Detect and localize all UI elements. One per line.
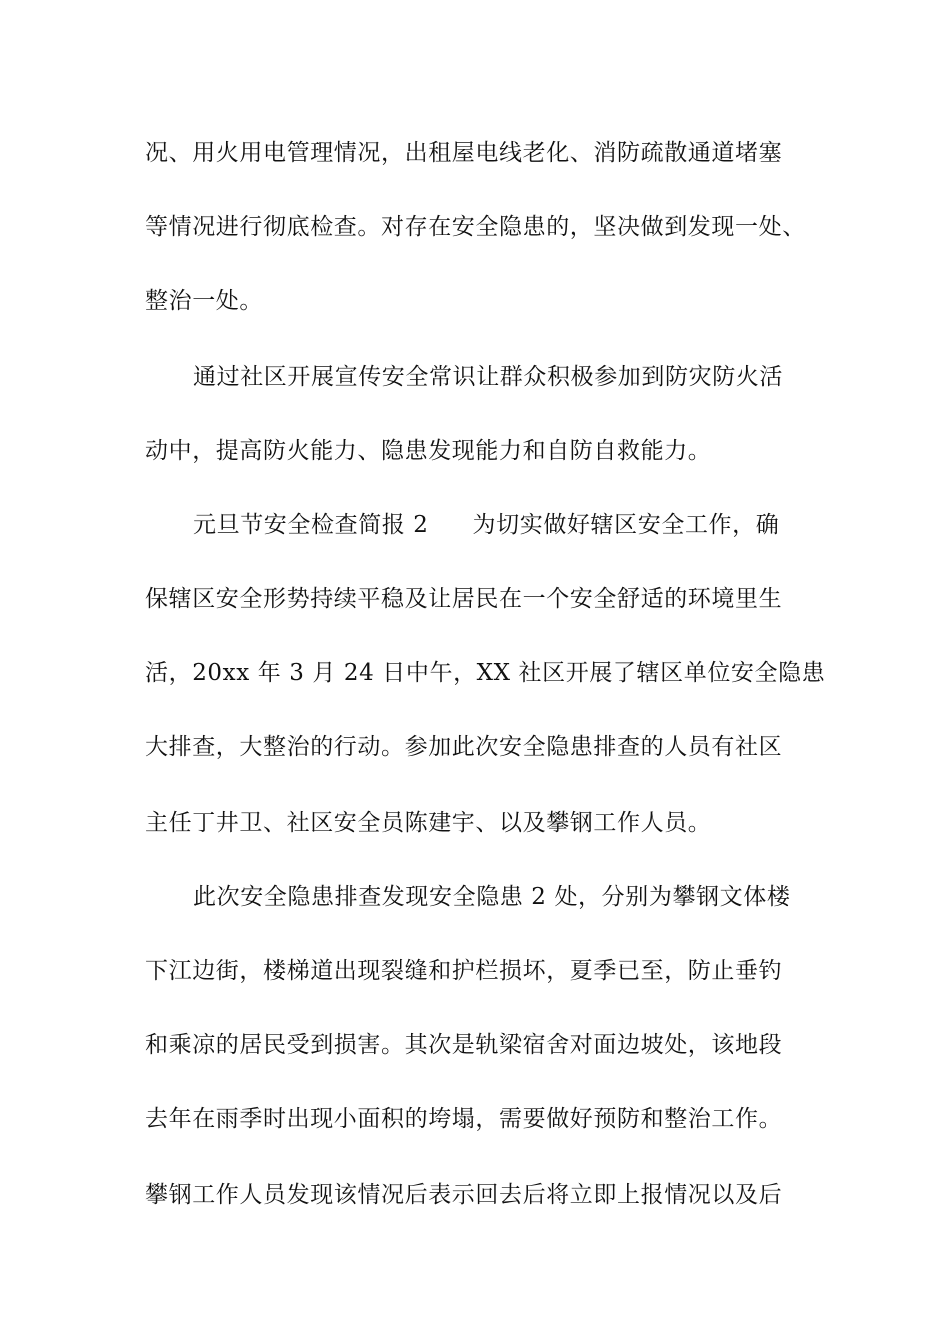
text-line: 整治一处。 (145, 288, 263, 314)
paragraph-start-line: 通过社区开展宣传安全常识让群众积极参加到防灾防火活 (193, 364, 783, 390)
text-line: 主任丁井卫、社区安全员陈建宇、以及攀钢工作人员。 (145, 810, 712, 836)
text-line: 动中，提高防火能力、隐患发现能力和自防自救能力。 (145, 438, 712, 464)
section-first-sentence: 为切实做好辖区安全工作，确 (472, 512, 780, 538)
text-line: 和乘凉的居民受到损害。其次是轨梁宿舍对面边坡处，该地段 (145, 1032, 783, 1058)
text-line: 况、用火用电管理情况，出租屋电线老化、消防疏散通道堵塞 (145, 140, 783, 166)
text-line: 大排查，大整治的行动。参加此次安全隐患排查的人员有社区 (145, 734, 783, 760)
text-line: 等情况进行彻底检查。对存在安全隐患的，坚决做到发现一处、 (145, 214, 806, 240)
paragraph-start-line: 此次安全隐患排查发现安全隐患 2 处，分别为攀钢文体楼 (193, 884, 791, 910)
section-heading-line (193, 510, 833, 540)
text-line: 攀钢工作人员发现该情况后表示回去后将立即上报情况以及后 (145, 1182, 783, 1208)
section-heading: 元旦节安全检查简报 2 (193, 512, 429, 538)
text-line: 下江边街，楼梯道出现裂缝和护栏损坏，夏季已至，防止垂钓 (145, 958, 783, 984)
text-line: 活，20xx 年 3 月 24 日中午，XX 社区开展了辖区单位安全隐患 (145, 660, 826, 686)
text-line: 去年在雨季时出现小面积的垮塌，需要做好预防和整治工作。 (145, 1106, 783, 1132)
text-line: 保辖区安全形势持续平稳及让居民在一个安全舒适的环境里生 (145, 586, 783, 612)
